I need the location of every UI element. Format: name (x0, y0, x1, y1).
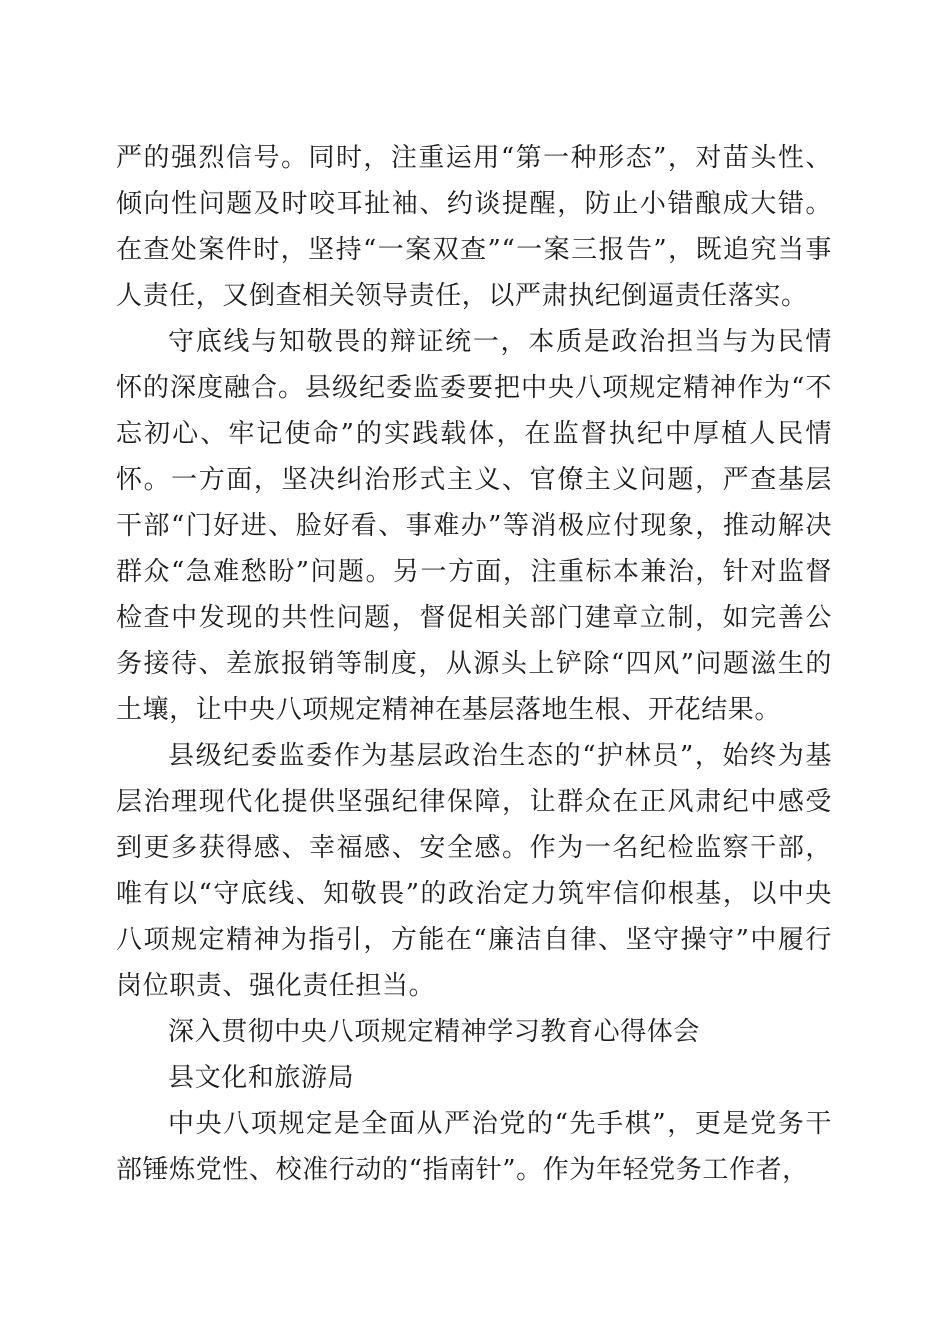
document-body (116, 135, 832, 1193)
paragraph-conclusion: 县级纪委监委作为基层政治生态的“护林员”，始终为基层治理现代化提供坚强纪律保障，让群众在正风肃纪中感受到更多获得感、幸福感、安全感。作为一名纪检监察干部，唯有以“守底线、知敬畏”的政治定力筑牢信仰根基，以中央八项规定精神为指引，方能在“廉洁自律、坚守操守”中履行岗位职责、强化责任担当。 (116, 741, 832, 1001)
article-author-unit: 县文化和旅游局 (168, 1063, 355, 1093)
paragraph-article-opening: 中央八项规定是全面从严治党的“先手棋”，更是党务干部锤炼党性、校准行动的“指南针”。作为年轻党务工作者， (116, 1109, 832, 1185)
paragraph-bottom-line: 守底线与知敬畏的辩证统一，本质是政治担当与为民情怀的深度融合。县级纪委监委要把中央八项规定精神作为“不忘初心、牢记使命”的实践载体，在监督执纪中厚植人民情怀。一方面，坚决纠治形式主义、官僚主义问题，严查基层干部“门好进、脸好看、事难办”等消极应付现象，推动解决群众“急难愁盼”问题。另一方面，注重标本兼治，针对监督检查中发现的共性问题，督促相关部门建章立制，如完善公务接待、差旅报销等制度，从源头上铲除“四风”问题滋生的土壤，让中央八项规定精神在基层落地生根、开花结果。 (116, 327, 832, 725)
article-title: 深入贯彻中央八项规定精神学习教育心得体会 (168, 1017, 701, 1047)
paragraph-continuation: 严的强烈信号。同时，注重运用“第一种形态”，对苗头性、倾向性问题及时咬耳扯袖、约谈提醒，防止小错酿成大错。在查处案件时，坚持“一案双查”“一案三报告”，既追究当事人责任，又倒查相关领导责任，以严肃执纪倒逼责任落实。 (116, 143, 832, 311)
